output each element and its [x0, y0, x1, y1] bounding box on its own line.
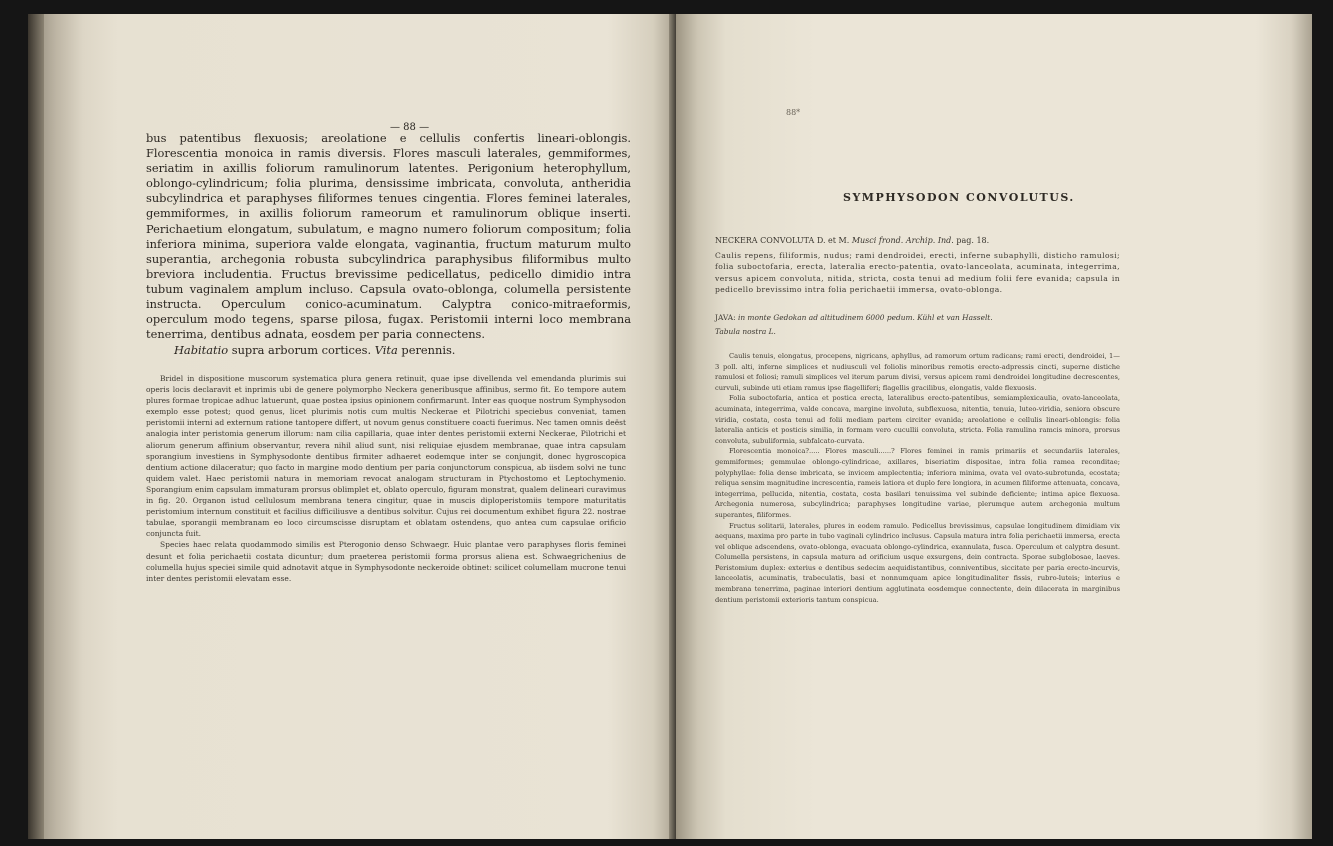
page-number-right: 88*: [786, 108, 801, 117]
right-page: [676, 14, 1312, 839]
synonym-line: [715, 236, 989, 245]
species-title: SYMPHYSODON CONVOLUTUS.: [843, 191, 1075, 204]
left-page: [28, 14, 676, 839]
description-folia: Folia suboctofaria, antica et postica erecta, lateralibus erecto-patentibus, semiamplexicaulia, ovato-lanceolata, acuminata, integerrima, valde concava, margine involuta, subflexuosa, nitentia, tenuia, luteo-viridia, seniora obscure viridia, costata, costa tenui ad folii mediam partem circiter evanida; areolatione e cellulis lineari-oblongis: folia lateralia anticis et posticis similia, in formam vero cucullii convoluta, stricta. Folia ramulina ramcis minora, prorsus convoluta, subuliformia, subfalcato-curvata.: [715, 394, 1120, 445]
vita-label: Vita: [374, 343, 398, 358]
plate-reference: Tabula nostra L.: [715, 327, 776, 336]
synonym-name: NECKERA CONVOLUTA: [715, 236, 815, 245]
page-number-left: — 88 —: [390, 122, 430, 133]
synonym-reference: Musci frond. Archip. Ind.: [851, 236, 954, 245]
description-caulis: Caulis tenuis, elongatus, procepens, nigricans, aphyllus, ad ramorum ortum radicans; rami erecti, dendroidei, 1—3 poll. alti, inferne simplices et nudiusculi vel foliolis minoribus remotis erecto-adpressis cincti, superne distiche ramulosi et foliosi; ramuli simplices vel iterum parum divisi, versus apicem rami dendroidei longitudine decrescentes, curvuli, subinde uti etiam ramus ipse flagelliferi; flagellis gracilibus, elongatis, valde flexuosis.: [715, 352, 1120, 392]
locality-text: in monte Gedokan ad altitudinem 6000 pedum. Kühl et van Hasselt.: [735, 313, 993, 322]
description-paragraph: bus patentibus flexuosis; areolatione e cellulis confertis lineari-oblongis. Florescentia monoica in ramis diversis. Flores masculi laterales, gemmiformes, seriatim in axillis foliorum ramulinorum latentes. Perigonium heterophyllum, oblongo-cylindricum; folia plurima, densissime imbricata, convoluta, antheridia subcylindrica et paraphyses filiformes tenues cingentia. Flores feminei laterales, gemmiformes, in axillis foliorum rameorum et ramulinorum oblique inserti. Perichaetium elongatum, subulatum, e magno numero foliorum compositum; folia inferiora minima, superiora valde elongata, vaginantia, fructum maturum multo superantia, archegonia robusta subcylindrica paraphysibus filiformibus multo breviora includentia. Fructus brevissime pedicellatus, pedicello dimidio intra tubum vaginalem amplum incluso. Capsula ovato-oblonga, columella persistente instructa. Operculum conico-acuminatum. Calyptra conico-mitraeformis, operculum modo tegens, sparse pilosa, fugax. Peristomii interni loco membrana tenerrima, dentibus adnata, eosdem per paria connectens.: [146, 131, 631, 342]
note-paragraph-2: Species haec relata quodammodo similis est Pterogonio denso Schwaegr. Huic plantae vero paraphyses floris feminei desunt et folia perichaetii costata dicuntur; dum praeterea peristomii forma prorsus aliena est. Schwaegrichenius de columella hujus speciei simile quid adnotavit atque in Symphysodonte neckeroide obtinet: scilicet columellam mucrone tenui inter dentes peristomii elevatam esse.: [146, 540, 626, 583]
description-fructus: Fructus solitarii, laterales, plures in eodem ramulo. Pedicellus brevissimus, capsulae longitudinem dimidiam vix aequans, maxima pro parte in tubo vaginali cylindrico inclusus. Capsula matura intra folia perichaetii immersa, erecta vel oblique adscendens, ovato-oblonga, evacuata oblongo-cylindrica, exannulata, fusca. Operculum et calyptra desunt. Columella persistens, in capsula matura ad orificium usque exsurgens, dein contracta. Sporae subglobosae, laeves. Peristomium duplex: exterius e dentibus sedecim aequidistantibus, conniventibus, siccitate per paria erecto-incurvis, lanceolatis, acuminatis, trabeculatis, basi et nonnumquam apice longitudinaliter fissis, rubro-luteis; interius e membrana tenerrima, paginae interiori dentium agglutinata eosdemque connectente, dein dilacerata in marginibus dentium peristomii exterioris tantum conspicua.: [715, 521, 1120, 604]
species-diagnosis: Caulis repens, filiformis, nudus; rami dendroidei, erecti, inferne subaphylli, disticho ramulosi; folia suboctofaria, erecta, lateralia erecto-patentia, ovato-lanceolata, acuminata, integerrima, versus apicem convoluta, nitida, stricta, costa tenui ad medium folii fere evanida; capsula in pedicello brevissimo intra folia perichaetii immersa, ovato-oblonga.: [715, 251, 1120, 294]
habitatio-text: supra arborum cortices.: [228, 343, 375, 358]
book-edge-left: [28, 14, 44, 839]
locality-line: [715, 313, 993, 322]
commentary-note: [146, 373, 626, 584]
synonym-authors: D. et M.: [814, 236, 852, 245]
locality-label: JAVA:: [715, 313, 736, 322]
habitatio-label: Habitatio: [174, 343, 229, 358]
description-florescentia: Florescentia monoica?..... Flores masculi......? Flores feminei in ramis primariis et secundariis laterales, gemmiformes; gemmulae oblongo-cylindricae, axillares, biseriatim dispositae, intra folia ramea reconditae; polyphyllae: folia dense imbricata, se invicem amplectentia; inferiora minima, ovata vel ovato-subrotunda, ecostata; reliqua sensim magnitudine increscentia, rameis latiora et duplo fere longiora, in acumen filiforme attenuata, concava, integerrima, pellucida, nitentia, costata, costa basilari tenuissima vel subinde deficiente; intima apice flexuosa. Archegonia numerosa, subcylindrica; paraphyses longitudine variae, plerumque autem archegonia multum superantes, filiformes.: [715, 447, 1120, 519]
genus-description: [146, 131, 631, 358]
synonym-page: pag. 18.: [953, 236, 990, 245]
species-description: [715, 351, 1120, 605]
note-paragraph-1: Bridel in dispositione muscorum systematica plura genera retinuit, quae ipse divellenda vel emendanda plurimis sui operis locis declaravit et inprimis ubi de genere polymorpho Neckera generibusque affinibus, sermo fit. Eo tempore autem plures formae tropicae adhuc latuerunt, quae postea ipsius opinionem confirmarunt. Inter eas quoque nostrum Symphysodon exemplo esse potest; quod genus, licet plurimis notis cum multis Neckerae et Pilotrichi speciebus conveniat, tamen peristomii interni ad externum ratione tantopere differt, ut novum genus constituere coacti fuerimus. Nec tamen omnis deëst analogia inter peristomia generum illorum: nam cilia capillaria, quae inter dentes peristomii externi Neckerae, Pilotrichi et aliorum generum affinium observantur, revera nihil aliud sunt, nisi reliquiae ejusdem membranae, quae intra capsulam sporangium investiens in Symphysodonte dentibus firmiter adhaeret eodemque inter se conjungit, donec hygroscopica dentium actione dilaceratur; quo facto in margine modo dentium per paria conjunctorum conspicua, ab iisdem solvi ne tunc quidem valet. Haec peristomii natura in memoriam revocat analogam structuram in Ptychostomo et Leptochymenio. Sporangium enim capsulam immaturam prorsus oblimplet et, oblato operculo, figuram monstrat, qualem delineari curavimus in fig. 20. Organon istud cellulosum membrana tenera cingitur, quae in muscis diploperistomiis tempore maturitatis peristomium internum constituit et facilius difficiliusve a dentibus solvitur. Cujus rei documentum exhibet figura 22. nostrae tabulae, sporangii membranam eo loco circumscisse disruptam et oblatam ostendens, quo antea cum capsulae orificio conjuncta fuit.: [146, 374, 626, 539]
vita-text: perennis.: [397, 343, 456, 358]
habitatio-line: [146, 343, 631, 358]
